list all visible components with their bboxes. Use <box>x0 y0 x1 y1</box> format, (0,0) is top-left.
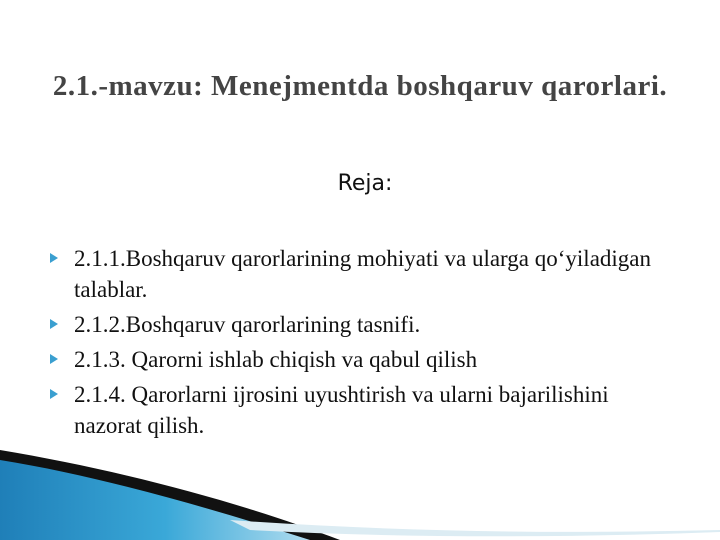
triangle-bullet-icon <box>50 354 58 364</box>
plan-item-1 <box>48 243 658 305</box>
plan-item-4 <box>48 379 658 441</box>
plan-item-text: 2.1.2.Boshqaruv qarorlarining tasnifi. <box>74 312 421 337</box>
plan-item-text: 2.1.1.Boshqaruv qarorlarining mohiyati va ularga qo‘yiladigan talablar. <box>74 246 651 302</box>
triangle-bullet-icon <box>50 319 58 329</box>
slide-title: 2.1.-mavzu: Menejmentda boshqaruv qarorlari. <box>52 70 668 102</box>
plan-item-text: 2.1.4. Qarorlarni ijrosini uyushtirish va ularni bajarilishini nazorat qilish. <box>74 382 609 438</box>
plan-item-2 <box>48 309 658 340</box>
slide-subtitle: Reja: <box>337 171 393 196</box>
plan-item-text: 2.1.3. Qarorni ishlab chiqish va qabul qilish <box>74 347 478 372</box>
plan-list <box>48 243 658 445</box>
decorative-swoosh <box>0 440 720 540</box>
plan-item-3 <box>48 344 658 375</box>
triangle-bullet-icon <box>50 253 58 263</box>
triangle-bullet-icon <box>50 389 58 399</box>
